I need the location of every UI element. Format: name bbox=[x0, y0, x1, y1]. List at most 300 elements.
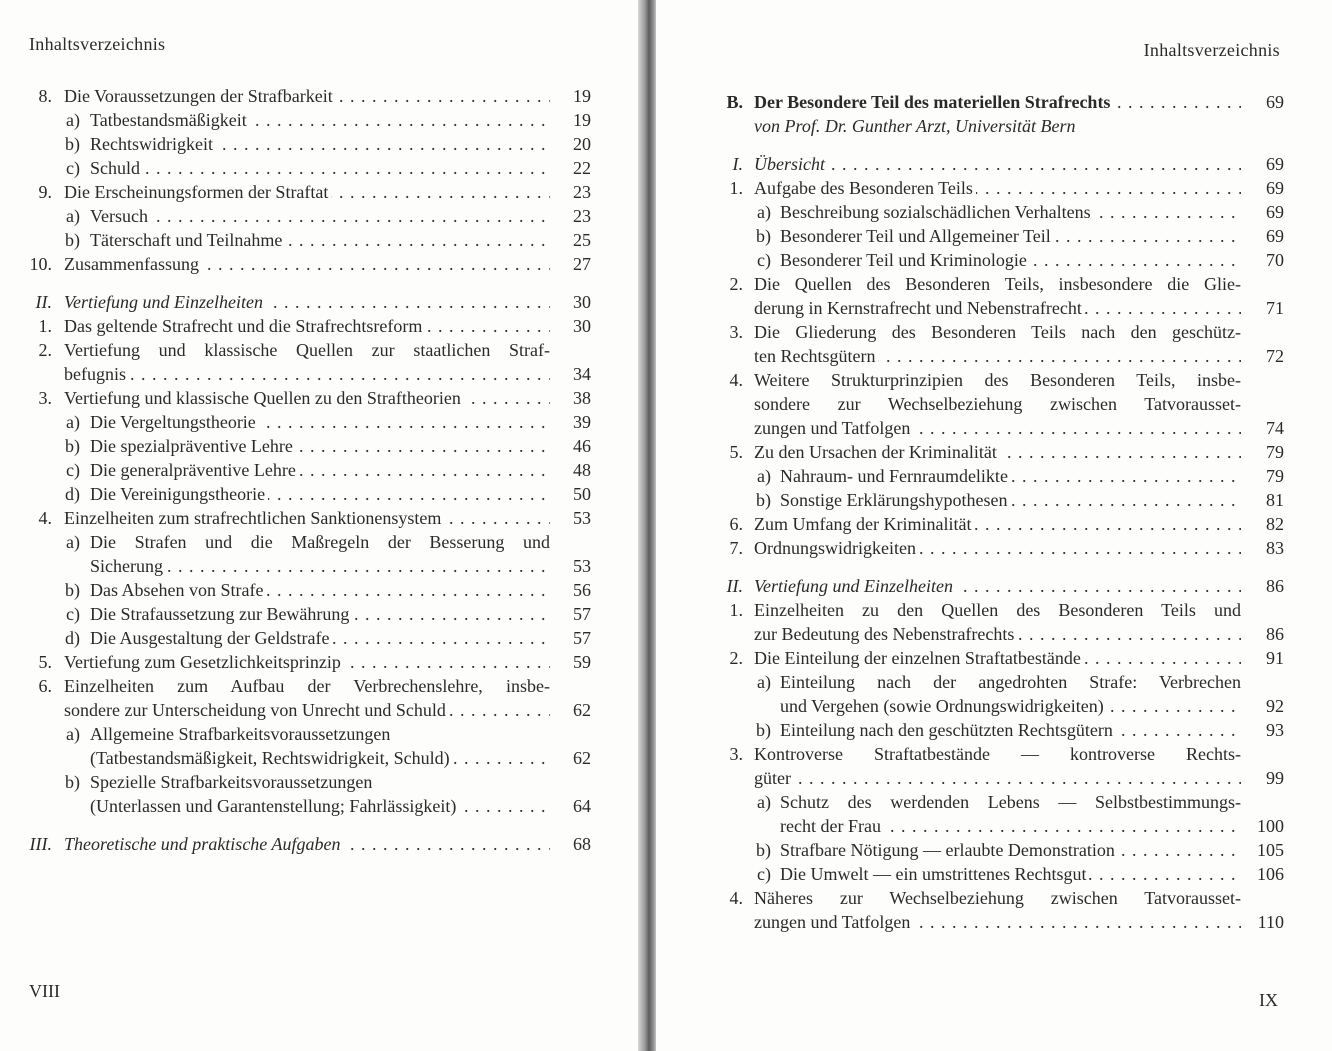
toc-entry-title bbox=[90, 770, 550, 794]
toc-entry bbox=[719, 368, 1284, 392]
toc-entry bbox=[28, 554, 591, 578]
toc-entry bbox=[719, 622, 1284, 646]
toc-entry-title bbox=[754, 512, 1241, 536]
toc-entry-text: Die Umwelt — ein umstrittenes Rechtsgut bbox=[780, 864, 1089, 884]
toc-entry-title bbox=[754, 536, 1241, 560]
toc-entry-text: Die Strafen und die Maßregeln der Besserung und bbox=[90, 532, 550, 552]
toc-entry-title bbox=[90, 602, 550, 626]
toc-entry-title bbox=[64, 252, 550, 276]
toc-entry bbox=[28, 228, 591, 252]
toc-entry bbox=[28, 458, 591, 482]
toc-entry bbox=[28, 506, 591, 530]
toc-entry-title bbox=[754, 296, 1241, 320]
toc-entry bbox=[719, 344, 1284, 368]
toc-entry-page: 19 bbox=[573, 86, 591, 106]
toc-entry-title bbox=[754, 392, 1241, 416]
toc-entry-page: 110 bbox=[1257, 912, 1284, 932]
toc-entry-number: b) bbox=[65, 772, 80, 792]
toc-entry-number: 3. bbox=[729, 744, 743, 764]
folio-left: VIII bbox=[29, 981, 60, 1001]
toc-entry-text: Schuld bbox=[90, 158, 143, 178]
toc-entry bbox=[719, 790, 1284, 814]
toc-entry-text: und Vergehen (sowie Ordnungswidrigkeiten) bbox=[780, 696, 1107, 716]
toc-entry bbox=[719, 152, 1284, 176]
toc-entry-number: 1. bbox=[38, 316, 52, 336]
toc-entry-number: c) bbox=[757, 250, 771, 270]
toc-entry-text: Die Ausgestaltung der Geldstrafe bbox=[90, 628, 332, 648]
section-gap bbox=[28, 818, 591, 832]
toc-entry-page: 50 bbox=[573, 484, 591, 504]
toc-entry-number: b) bbox=[65, 134, 80, 154]
toc-entry-page: 105 bbox=[1257, 840, 1284, 860]
toc-entry-title bbox=[754, 742, 1241, 766]
toc-entry bbox=[28, 156, 591, 180]
toc-entry-number: b) bbox=[65, 230, 80, 250]
toc-entry-title bbox=[90, 458, 550, 482]
toc-entry-number: 10. bbox=[29, 254, 52, 274]
folio-right: IX bbox=[1259, 990, 1278, 1010]
toc-entry-number: a) bbox=[66, 532, 80, 552]
toc-entry-text: Theoretische und praktische Aufgaben bbox=[64, 834, 343, 854]
toc-entry-number: 6. bbox=[38, 676, 52, 696]
toc-entry-text: zungen und Tatfolgen bbox=[754, 912, 913, 932]
toc-entry-text: Beschreibung sozialschädlichen Verhaltens bbox=[780, 202, 1094, 222]
toc-entry bbox=[719, 464, 1284, 488]
toc-entry-page: 93 bbox=[1266, 720, 1284, 740]
toc-entry-page: 30 bbox=[573, 292, 591, 312]
toc-entry-text: Allgemeine Strafbarkeitsvoraussetzungen bbox=[90, 724, 393, 744]
toc-entry-number: B. bbox=[726, 92, 743, 112]
toc-entry-page: 56 bbox=[573, 580, 591, 600]
toc-entry bbox=[719, 416, 1284, 440]
toc-entry-text: Einteilung nach den geschützten Rechtsgütern bbox=[780, 720, 1116, 740]
toc-entry-text: Näheres zur Wechselbeziehung zwischen Tatvorausset- bbox=[754, 888, 1241, 908]
toc-entry-number: 8. bbox=[38, 86, 52, 106]
toc-entry-number: d) bbox=[65, 484, 80, 504]
toc-entry bbox=[719, 574, 1284, 598]
toc-entry-text: Einteilung nach der angedrohten Strafe: Verbrechen bbox=[780, 672, 1241, 692]
toc-entry-title bbox=[64, 698, 550, 722]
toc-entry-page: 69 bbox=[1266, 154, 1284, 174]
toc-entry-text: Besonderer Teil und Allgemeiner Teil bbox=[780, 226, 1054, 246]
toc-entry bbox=[719, 114, 1284, 138]
toc-entry-text: Die Erscheinungsformen der Straftat bbox=[64, 182, 331, 202]
toc-entry-title bbox=[64, 832, 550, 856]
section-gap bbox=[719, 560, 1284, 574]
toc-entry bbox=[28, 84, 591, 108]
toc-entry-title bbox=[90, 578, 550, 602]
toc-entry-page: 74 bbox=[1266, 418, 1284, 438]
toc-entry-number: III. bbox=[29, 834, 52, 854]
toc-entry-title bbox=[64, 338, 550, 362]
toc-entry-text: Nahraum- und Fernraumdelikte bbox=[780, 466, 1011, 486]
toc-entry-text: Die Voraussetzungen der Strafbarkeit bbox=[64, 86, 336, 106]
toc-entry-text: Zusammenfassung bbox=[64, 254, 202, 274]
toc-entry bbox=[28, 602, 591, 626]
toc-entry-number: a) bbox=[757, 672, 771, 692]
toc-entry-number: 4. bbox=[729, 888, 743, 908]
toc-entry-text: ten Rechtsgütern bbox=[754, 346, 878, 366]
toc-entry bbox=[28, 578, 591, 602]
toc-entry bbox=[719, 814, 1284, 838]
toc-entry-title bbox=[780, 814, 1241, 838]
toc-entry-title bbox=[754, 416, 1241, 440]
toc-entry-text: (Unterlassen und Garantenstellung; Fahrlässigkeit) bbox=[90, 796, 459, 816]
toc-entry-title bbox=[780, 224, 1241, 248]
toc-entry bbox=[719, 200, 1284, 224]
toc-entry-title bbox=[754, 886, 1241, 910]
toc-entry bbox=[28, 794, 591, 818]
toc-entry-number: 2. bbox=[729, 648, 743, 668]
toc-entry-title bbox=[64, 314, 550, 338]
toc-entry-title bbox=[90, 410, 550, 434]
toc-entry-number: a) bbox=[757, 792, 771, 812]
toc-entry-number: d) bbox=[65, 628, 80, 648]
toc-entry-text: Besonderer Teil und Kriminologie bbox=[780, 250, 1030, 270]
toc-entry-text: Einzelheiten zum Aufbau der Verbrechenslehre, insbe- bbox=[64, 676, 550, 696]
toc-entry-number: II. bbox=[35, 292, 52, 312]
toc-entry-title bbox=[90, 108, 550, 132]
toc-entry-page: 27 bbox=[573, 254, 591, 274]
toc-entry-text: Die Vereinigungstheorie bbox=[90, 484, 268, 504]
toc-entry-text: Einzelheiten zum strafrechtlichen Sanktionensystem bbox=[64, 508, 444, 528]
toc-entry-title bbox=[780, 718, 1241, 742]
toc-entry-number: 2. bbox=[729, 274, 743, 294]
toc-entry-page: 79 bbox=[1266, 442, 1284, 462]
toc-entry-page: 39 bbox=[573, 412, 591, 432]
toc-entry bbox=[719, 718, 1284, 742]
toc-entry-text: Das Absehen von Strafe bbox=[90, 580, 266, 600]
toc-entry-title bbox=[754, 152, 1241, 176]
toc-entry-page: 68 bbox=[573, 834, 591, 854]
toc-entry-text: Übersicht bbox=[754, 154, 828, 174]
toc-entry bbox=[28, 650, 591, 674]
toc-entry-text: (Tatbestandsmäßigkeit, Rechtswidrigkeit, Schuld) bbox=[90, 748, 453, 768]
toc-entry bbox=[719, 90, 1284, 114]
toc-entry-number: a) bbox=[66, 110, 80, 130]
toc-entry-title bbox=[64, 674, 550, 698]
toc-entry-page: 70 bbox=[1266, 250, 1284, 270]
toc-entry bbox=[28, 626, 591, 650]
toc-entry-text: zur Bedeutung des Nebenstrafrechts bbox=[754, 624, 1017, 644]
toc-entry-page: 82 bbox=[1266, 514, 1284, 534]
toc-entry-text: von Prof. Dr. Gunther Arzt, Universität Bern bbox=[754, 116, 1079, 136]
toc-entry bbox=[719, 862, 1284, 886]
toc-entry-title bbox=[754, 646, 1241, 670]
toc-entry-page: 62 bbox=[573, 700, 591, 720]
toc-entry-text: zungen und Tatfolgen bbox=[754, 418, 913, 438]
toc-entry-number: 1. bbox=[729, 600, 743, 620]
book-gutter bbox=[638, 0, 658, 1051]
toc-entry-text: Die generalpräventive Lehre bbox=[90, 460, 299, 480]
running-head-right: Inhaltsverzeichnis bbox=[1143, 40, 1280, 60]
toc-entry-title bbox=[64, 362, 550, 386]
toc-entry bbox=[28, 386, 591, 410]
toc-entry-page: 106 bbox=[1257, 864, 1284, 884]
toc-entry-text: sondere zur Wechselbeziehung zwischen Tatvorausset- bbox=[754, 394, 1241, 414]
toc-entry-page: 100 bbox=[1257, 816, 1284, 836]
toc-entry-number: II. bbox=[726, 576, 743, 596]
toc-entry-text: Schutz des werdenden Lebens — Selbstbestimmungs- bbox=[780, 792, 1241, 812]
toc-entry-title bbox=[754, 766, 1241, 790]
toc-entry-title bbox=[780, 838, 1241, 862]
toc-entry-number: a) bbox=[66, 412, 80, 432]
toc-entry bbox=[719, 742, 1284, 766]
toc-entry bbox=[28, 722, 591, 746]
toc-entry bbox=[28, 180, 591, 204]
toc-entry-text: Die Quellen des Besonderen Teils, insbesondere die Glie- bbox=[754, 274, 1241, 294]
toc-entry-text: Vertiefung und Einzelheiten bbox=[754, 576, 956, 596]
toc-entry-text: derung in Kernstrafrecht und Nebenstrafrecht bbox=[754, 298, 1085, 318]
toc-entry-title bbox=[754, 368, 1241, 392]
toc-entry bbox=[719, 248, 1284, 272]
toc-entry-title bbox=[754, 440, 1241, 464]
toc-entry-number: b) bbox=[756, 720, 771, 740]
toc-entry-title bbox=[90, 722, 550, 746]
toc-entry bbox=[28, 832, 591, 856]
toc-entry-text: recht der Frau bbox=[780, 816, 884, 836]
toc-entry bbox=[28, 108, 591, 132]
toc-entry-title bbox=[754, 622, 1241, 646]
toc-entry bbox=[28, 674, 591, 698]
toc-entry-title bbox=[754, 598, 1241, 622]
toc-left bbox=[28, 84, 591, 856]
toc-entry-text: Tatbestandsmäßigkeit bbox=[90, 110, 250, 130]
toc-entry-title bbox=[64, 506, 550, 530]
toc-entry-title bbox=[754, 90, 1241, 114]
toc-entry-title bbox=[64, 650, 550, 674]
toc-entry-text: Versuch bbox=[90, 206, 151, 226]
toc-entry-page: 22 bbox=[573, 158, 591, 178]
toc-entry-number: 1. bbox=[729, 178, 743, 198]
toc-entry-page: 38 bbox=[573, 388, 591, 408]
toc-entry-number: 5. bbox=[38, 652, 52, 672]
toc-entry bbox=[719, 440, 1284, 464]
toc-entry bbox=[28, 252, 591, 276]
toc-entry bbox=[719, 224, 1284, 248]
toc-entry-number: 3. bbox=[38, 388, 52, 408]
toc-entry-text: Der Besondere Teil des materiellen Strafrechts bbox=[754, 92, 1113, 112]
toc-entry-title bbox=[780, 488, 1241, 512]
toc-entry-page: 71 bbox=[1266, 298, 1284, 318]
toc-entry-number: a) bbox=[66, 724, 80, 744]
toc-entry-title bbox=[780, 200, 1241, 224]
toc-entry bbox=[28, 204, 591, 228]
toc-entry-page: 86 bbox=[1266, 576, 1284, 596]
toc-entry-title bbox=[780, 790, 1241, 814]
toc-entry-title bbox=[90, 156, 550, 180]
toc-entry-number: a) bbox=[757, 202, 771, 222]
toc-entry-number: 2. bbox=[38, 340, 52, 360]
toc-entry-number: b) bbox=[756, 490, 771, 510]
toc-entry-title bbox=[754, 910, 1241, 934]
toc-entry-text: Das geltende Strafrecht und die Strafrechtsreform bbox=[64, 316, 425, 336]
toc-entry-page: 64 bbox=[573, 796, 591, 816]
toc-entry-text: Spezielle Strafbarkeitsvoraussetzungen bbox=[90, 772, 375, 792]
toc-entry-page: 69 bbox=[1266, 202, 1284, 222]
toc-entry-page: 30 bbox=[573, 316, 591, 336]
toc-entry-text: Die Einteilung der einzelnen Straftatbestände bbox=[754, 648, 1084, 668]
toc-entry bbox=[719, 598, 1284, 622]
toc-entry-page: 19 bbox=[573, 110, 591, 130]
toc-entry-title bbox=[90, 204, 550, 228]
toc-entry bbox=[28, 530, 591, 554]
toc-entry-number: c) bbox=[66, 604, 80, 624]
toc-entry-number: c) bbox=[66, 158, 80, 178]
toc-entry-number: c) bbox=[66, 460, 80, 480]
toc-entry-text: Aufgabe des Besonderen Teils bbox=[754, 178, 976, 198]
toc-entry-text: Vertiefung zum Gesetzlichkeitsprinzip bbox=[64, 652, 344, 672]
toc-entry-number: b) bbox=[756, 226, 771, 246]
toc-right bbox=[719, 90, 1284, 934]
toc-entry-number: 4. bbox=[38, 508, 52, 528]
toc-entry bbox=[719, 536, 1284, 560]
toc-entry-text: Vertiefung und klassische Quellen zu den Straftheorien bbox=[64, 388, 464, 408]
toc-entry bbox=[719, 910, 1284, 934]
toc-entry-text: Sonstige Erklärungshypothesen bbox=[780, 490, 1010, 510]
toc-entry-page: 25 bbox=[573, 230, 591, 250]
toc-entry-title bbox=[90, 434, 550, 458]
toc-entry-page: 48 bbox=[573, 460, 591, 480]
toc-entry-title bbox=[90, 132, 550, 156]
toc-entry-title bbox=[90, 228, 550, 252]
toc-entry-page: 23 bbox=[573, 206, 591, 226]
toc-entry-title bbox=[780, 248, 1241, 272]
toc-entry-title bbox=[90, 554, 550, 578]
toc-entry-text: Die Strafaussetzung zur Bewährung bbox=[90, 604, 352, 624]
toc-entry bbox=[28, 362, 591, 386]
toc-entry-number: 3. bbox=[729, 322, 743, 342]
toc-entry-page: 57 bbox=[573, 604, 591, 624]
toc-entry bbox=[719, 320, 1284, 344]
section-gap bbox=[28, 276, 591, 290]
toc-entry bbox=[28, 132, 591, 156]
running-head-left: Inhaltsverzeichnis bbox=[29, 34, 166, 54]
toc-entry bbox=[719, 838, 1284, 862]
toc-entry-title bbox=[754, 320, 1241, 344]
toc-entry-number: b) bbox=[65, 436, 80, 456]
toc-entry-page: 92 bbox=[1266, 696, 1284, 716]
toc-entry bbox=[719, 296, 1284, 320]
toc-entry-number: b) bbox=[65, 580, 80, 600]
toc-entry bbox=[28, 410, 591, 434]
toc-entry-text: sondere zur Unterscheidung von Unrecht und Schuld bbox=[64, 700, 449, 720]
toc-entry-title bbox=[780, 862, 1241, 886]
toc-entry-page: 57 bbox=[573, 628, 591, 648]
toc-entry bbox=[719, 488, 1284, 512]
toc-entry-title bbox=[64, 180, 550, 204]
toc-entry-title bbox=[64, 84, 550, 108]
toc-entry-number: b) bbox=[756, 840, 771, 860]
toc-entry-page: 69 bbox=[1266, 226, 1284, 246]
toc-entry-text: Einzelheiten zu den Quellen des Besonderen Teils und bbox=[754, 600, 1241, 620]
toc-entry bbox=[28, 314, 591, 338]
toc-entry-text: Strafbare Nötigung — erlaubte Demonstration bbox=[780, 840, 1118, 860]
toc-entry-title bbox=[780, 464, 1241, 488]
toc-entry-number: 6. bbox=[729, 514, 743, 534]
toc-entry-page: 62 bbox=[573, 748, 591, 768]
toc-entry-page: 20 bbox=[573, 134, 591, 154]
toc-entry-page: 86 bbox=[1266, 624, 1284, 644]
toc-entry-text: Sicherung bbox=[90, 556, 166, 576]
toc-entry-number: a) bbox=[66, 206, 80, 226]
toc-entry-text: Die Gliederung des Besonderen Teils nach den geschütz- bbox=[754, 322, 1241, 342]
toc-entry bbox=[28, 746, 591, 770]
toc-entry-page: 53 bbox=[573, 508, 591, 528]
toc-entry-page: 59 bbox=[573, 652, 591, 672]
toc-entry bbox=[719, 766, 1284, 790]
toc-entry-title bbox=[90, 746, 550, 770]
toc-entry-text: Die Vergeltungstheorie bbox=[90, 412, 259, 432]
toc-entry-title bbox=[754, 176, 1241, 200]
toc-entry bbox=[719, 176, 1284, 200]
toc-entry-title bbox=[64, 386, 550, 410]
toc-entry-title bbox=[780, 694, 1241, 718]
toc-entry-text: Kontroverse Straftatbestände — kontroverse Rechts- bbox=[754, 744, 1241, 764]
toc-entry-number: a) bbox=[757, 466, 771, 486]
toc-entry-text: Zum Umfang der Kriminalität bbox=[754, 514, 974, 534]
toc-entry bbox=[28, 698, 591, 722]
toc-entry-text: befugnis bbox=[64, 364, 129, 384]
toc-entry-title bbox=[754, 272, 1241, 296]
toc-entry-page: 72 bbox=[1266, 346, 1284, 366]
section-gap bbox=[719, 138, 1284, 152]
toc-entry-text: Vertiefung und klassische Quellen zur staatlichen Straf- bbox=[64, 340, 550, 360]
left-page bbox=[0, 0, 640, 1051]
toc-entry-page: 53 bbox=[573, 556, 591, 576]
toc-entry bbox=[28, 482, 591, 506]
toc-entry-title bbox=[754, 574, 1241, 598]
toc-entry-page: 23 bbox=[573, 182, 591, 202]
toc-entry bbox=[28, 770, 591, 794]
toc-entry-page: 91 bbox=[1266, 648, 1284, 668]
toc-entry-title bbox=[64, 290, 550, 314]
toc-entry-number: c) bbox=[757, 864, 771, 884]
toc-entry bbox=[719, 886, 1284, 910]
toc-entry-title bbox=[754, 344, 1241, 368]
toc-entry-text: Vertiefung und Einzelheiten bbox=[64, 292, 266, 312]
toc-entry bbox=[719, 670, 1284, 694]
toc-entry-page: 69 bbox=[1266, 92, 1284, 112]
toc-entry-text: Die spezialpräventive Lehre bbox=[90, 436, 296, 456]
toc-entry-text: Ordnungswidrigkeiten bbox=[754, 538, 919, 558]
toc-entry bbox=[719, 694, 1284, 718]
toc-entry-title bbox=[90, 482, 550, 506]
toc-entry-page: 99 bbox=[1266, 768, 1284, 788]
toc-entry-page: 83 bbox=[1266, 538, 1284, 558]
toc-entry bbox=[719, 392, 1284, 416]
toc-entry-page: 34 bbox=[573, 364, 591, 384]
toc-entry-page: 69 bbox=[1266, 178, 1284, 198]
toc-entry-number: I. bbox=[732, 154, 743, 174]
toc-entry-title bbox=[780, 670, 1241, 694]
toc-entry-title bbox=[754, 114, 1241, 138]
toc-entry bbox=[28, 434, 591, 458]
toc-entry-number: 7. bbox=[729, 538, 743, 558]
toc-entry-text: Rechtswidrigkeit bbox=[90, 134, 216, 154]
toc-entry-title bbox=[90, 626, 550, 650]
toc-entry bbox=[719, 512, 1284, 536]
toc-entry-page: 81 bbox=[1266, 490, 1284, 510]
toc-entry-text: güter bbox=[754, 768, 794, 788]
toc-entry-title bbox=[90, 530, 550, 554]
toc-entry-title bbox=[90, 794, 550, 818]
toc-entry-page: 79 bbox=[1266, 466, 1284, 486]
toc-entry bbox=[28, 290, 591, 314]
toc-entry-number: 9. bbox=[38, 182, 52, 202]
toc-entry-number: 4. bbox=[729, 370, 743, 390]
toc-entry bbox=[719, 646, 1284, 670]
